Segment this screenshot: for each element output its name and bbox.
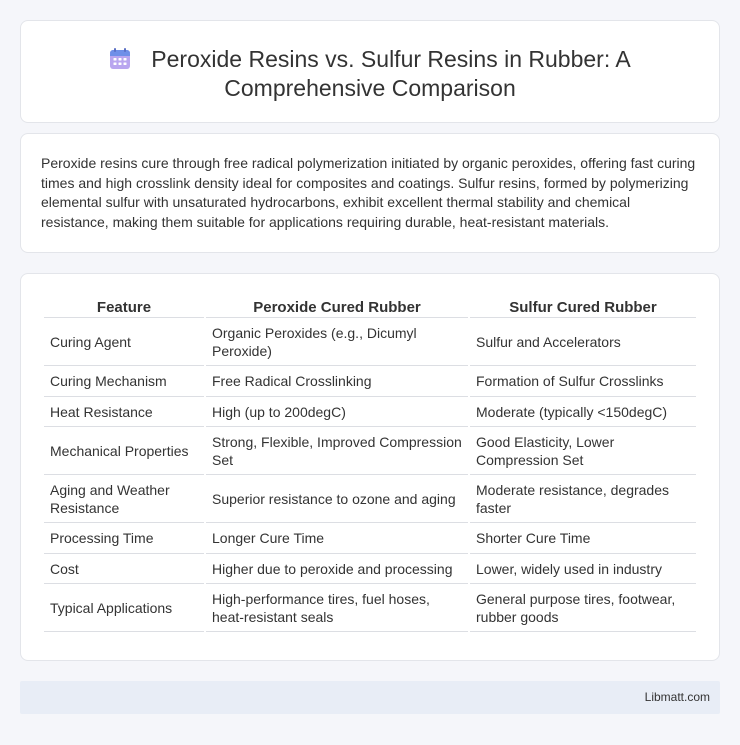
sulfur-cell: General purpose tires, footwear, rubber goods <box>470 586 696 632</box>
sulfur-cell: Moderate (typically <150degC) <box>470 399 696 428</box>
calendar-icon <box>109 48 131 70</box>
header-card <box>20 20 720 123</box>
footer <box>20 681 720 714</box>
feature-cell: Cost <box>44 556 204 585</box>
header-peroxide: Peroxide Cured Rubber <box>206 298 468 318</box>
table-header-row <box>44 298 696 318</box>
sulfur-cell: Formation of Sulfur Crosslinks <box>470 368 696 397</box>
table-row <box>44 320 696 366</box>
feature-cell: Mechanical Properties <box>44 429 204 475</box>
comparison-table <box>42 296 698 634</box>
intro-card <box>20 133 720 253</box>
table-row <box>44 368 696 397</box>
table-row <box>44 399 696 428</box>
peroxide-cell: Higher due to peroxide and processing <box>206 556 468 585</box>
peroxide-cell: Free Radical Crosslinking <box>206 368 468 397</box>
feature-cell: Typical Applications <box>44 586 204 632</box>
feature-cell: Heat Resistance <box>44 399 204 428</box>
peroxide-cell: Strong, Flexible, Improved Compression Set <box>206 429 468 475</box>
sulfur-cell: Shorter Cure Time <box>470 525 696 554</box>
table-row <box>44 525 696 554</box>
sulfur-cell: Sulfur and Accelerators <box>470 320 696 366</box>
peroxide-cell: Superior resistance to ozone and aging <box>206 477 468 523</box>
table-row <box>44 429 696 475</box>
feature-cell: Curing Mechanism <box>44 368 204 397</box>
table-row <box>44 556 696 585</box>
peroxide-cell: High (up to 200degC) <box>206 399 468 428</box>
title-line-1: Peroxide Resins vs. Sulfur Resins in Rubber: A <box>151 46 631 72</box>
header-feature: Feature <box>44 298 204 318</box>
table-row <box>44 477 696 523</box>
footer-brand: Libmatt.com <box>644 690 710 704</box>
feature-cell: Aging and Weather Resistance <box>44 477 204 523</box>
sulfur-cell: Good Elasticity, Lower Compression Set <box>470 429 696 475</box>
peroxide-cell: Organic Peroxides (e.g., Dicumyl Peroxide) <box>206 320 468 366</box>
comparison-card <box>20 273 720 661</box>
feature-cell: Processing Time <box>44 525 204 554</box>
intro-paragraph: Peroxide resins cure through free radical polymerization initiated by organic peroxides, offering fast curing times and high crosslink density ideal for composites and coatings. Sulfur resins, formed by polymerizing elemental sulfur with unsaturated hydrocarbons, exhibit excellent thermal stability and chemical resistance, making them suitable for applications requiring durable, heat-resistant materials. <box>41 155 696 230</box>
table-row <box>44 586 696 632</box>
sulfur-cell: Moderate resistance, degrades faster <box>470 477 696 523</box>
page-title <box>21 45 719 103</box>
feature-cell: Curing Agent <box>44 320 204 366</box>
peroxide-cell: High-performance tires, fuel hoses, heat-resistant seals <box>206 586 468 632</box>
peroxide-cell: Longer Cure Time <box>206 525 468 554</box>
sulfur-cell: Lower, widely used in industry <box>470 556 696 585</box>
title-line-2: Comprehensive Comparison <box>224 75 516 101</box>
header-sulfur: Sulfur Cured Rubber <box>470 298 696 318</box>
